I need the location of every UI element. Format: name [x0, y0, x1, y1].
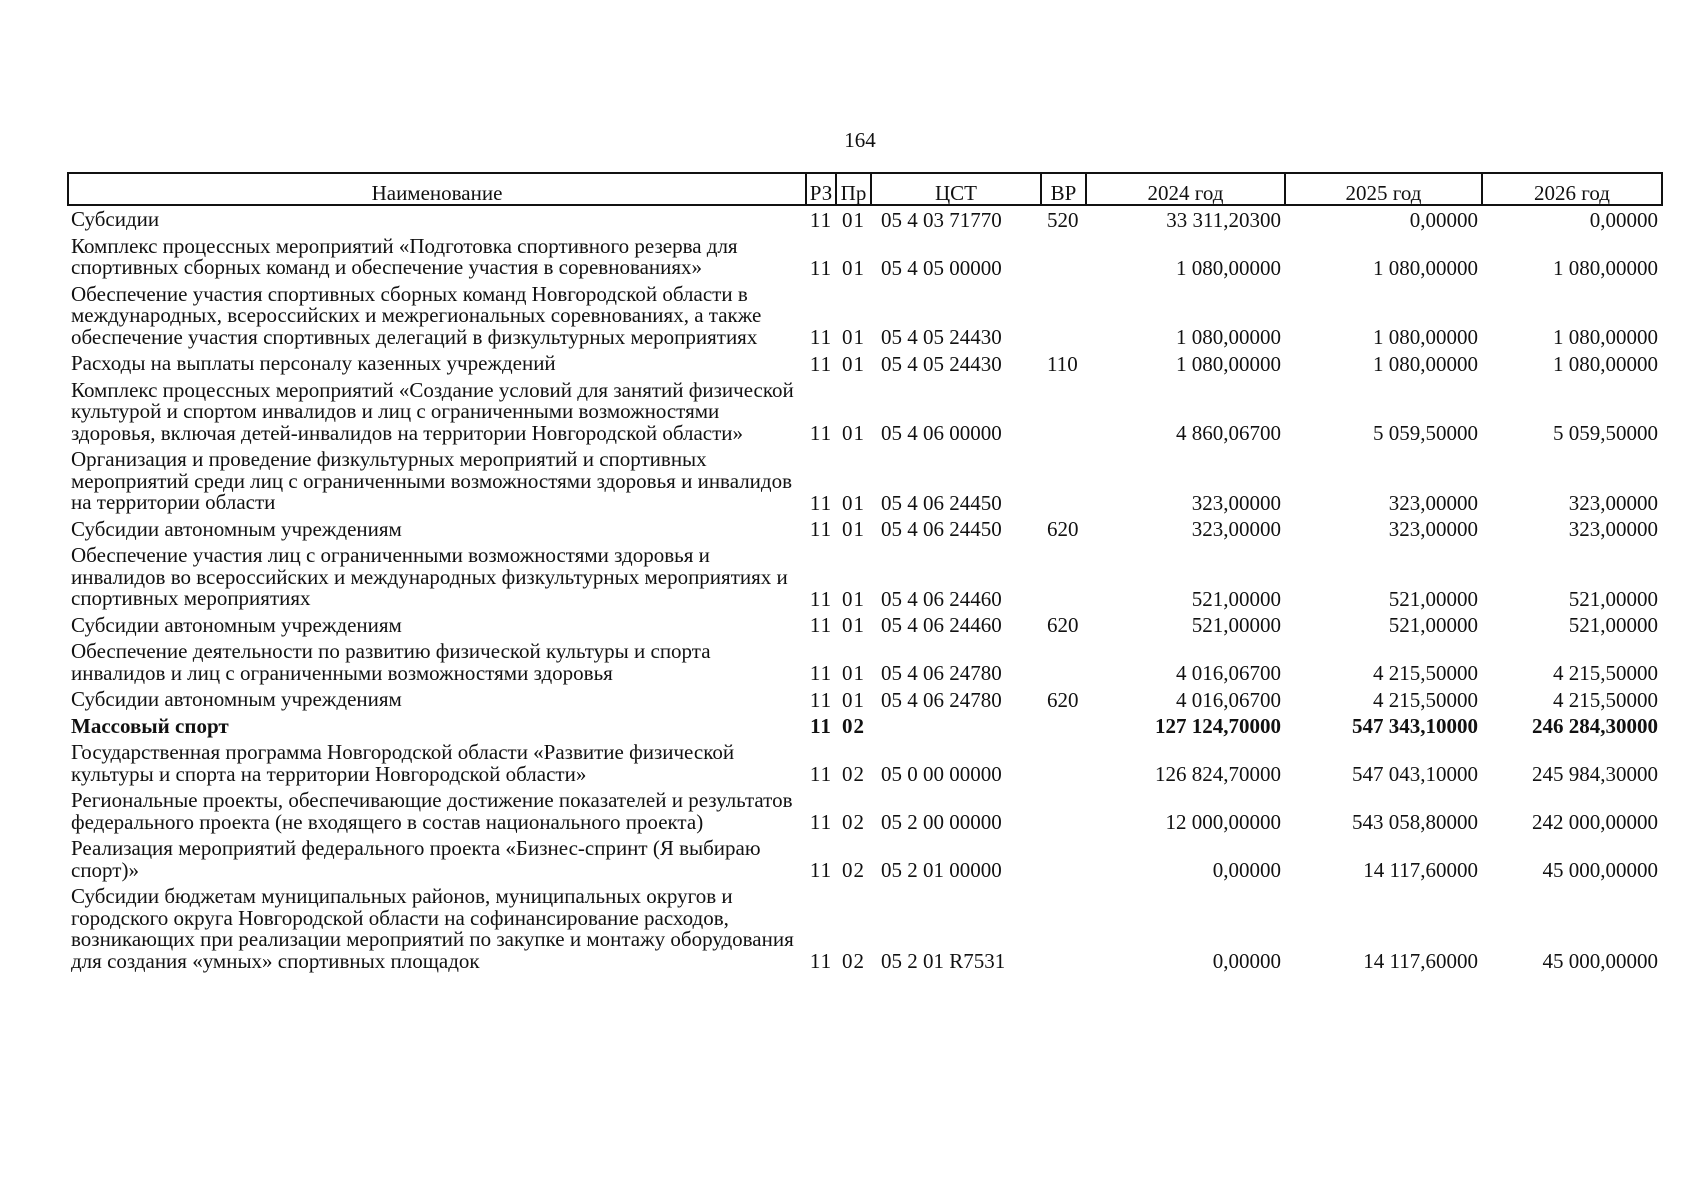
- row-rz: 11: [809, 490, 833, 515]
- row-rz: 11: [810, 714, 832, 738]
- row-vr: [1041, 233, 1086, 281]
- row-cst: 05 2 00 00000: [881, 810, 1002, 834]
- table-row: [68, 835, 1662, 883]
- table-row: [68, 787, 1662, 835]
- row-2024: 1 080,00000: [1176, 325, 1281, 349]
- row-name: Субсидии бюджетам муниципальных районов, муниципальных округов и городского округа Новгородской области на софинансирование расходов, возникающих при реализации мероприятий по закупке и монтажу оборудования для создания «умных» спортивных площадок: [71, 884, 794, 973]
- row-2024: 4 016,06700: [1176, 661, 1281, 685]
- header-2025: 2025 год: [1285, 173, 1482, 205]
- row-cst: 05 4 03 71770: [881, 207, 1002, 232]
- row-rz: 11: [809, 325, 833, 349]
- row-rz: 11: [809, 255, 833, 280]
- row-pr: 01: [842, 687, 865, 712]
- row-cst: 05 4 06 00000: [881, 421, 1002, 445]
- row-2026: 521,00000: [1568, 613, 1658, 637]
- table-row: [68, 542, 1662, 612]
- row-2026: 45 000,00000: [1542, 949, 1658, 973]
- row-cst: 05 4 06 24460: [881, 613, 1002, 637]
- page-number: 164: [844, 128, 876, 152]
- row-rz: 11: [809, 351, 833, 376]
- row-2025: 1 080,00000: [1373, 255, 1478, 280]
- table-row: [68, 377, 1662, 447]
- row-rz: 11: [809, 687, 833, 712]
- row-2024: 0,00000: [1212, 858, 1281, 882]
- row-2025: 14 117,60000: [1363, 949, 1478, 973]
- row-2026: 45 000,00000: [1542, 858, 1658, 882]
- row-2024: 4 016,06700: [1176, 687, 1281, 712]
- row-name: Массовый спорт: [71, 713, 229, 738]
- header-vr: ВР: [1041, 173, 1086, 205]
- row-2025: 1 080,00000: [1373, 325, 1478, 349]
- row-2026: 1 080,00000: [1553, 255, 1658, 280]
- row-pr: 01: [842, 325, 865, 349]
- row-rz: 11: [809, 949, 833, 973]
- row-rz: 11: [809, 207, 833, 232]
- row-2026: 245 984,30000: [1532, 762, 1658, 786]
- row-rz: 11: [809, 586, 833, 611]
- row-cst: 05 4 05 24430: [881, 325, 1002, 349]
- row-2024: 33 311,20300: [1166, 207, 1281, 232]
- row-vr: 620: [1047, 517, 1079, 541]
- row-vr: [1041, 835, 1086, 883]
- row-2026: 323,00000: [1568, 517, 1658, 541]
- row-vr: 520: [1047, 207, 1079, 232]
- row-cst: [871, 713, 1041, 740]
- row-2025: 5 059,50000: [1373, 421, 1478, 445]
- row-pr: 01: [842, 661, 865, 685]
- row-2026: 323,00000: [1568, 490, 1658, 515]
- row-2025: 543 058,80000: [1352, 810, 1478, 834]
- header-cst: ЦСТ: [871, 173, 1041, 205]
- row-vr: [1041, 281, 1086, 351]
- row-pr: 01: [842, 517, 865, 541]
- row-rz: 11: [809, 661, 833, 685]
- table-row: [68, 205, 1662, 233]
- row-2025: 547 043,10000: [1352, 762, 1478, 786]
- header-name: Наименование: [68, 173, 806, 205]
- table-row: [68, 638, 1662, 686]
- table-row: [68, 350, 1662, 377]
- row-2024: 521,00000: [1191, 586, 1281, 611]
- row-2024: 323,00000: [1191, 517, 1281, 541]
- row-2026: 246 284,30000: [1532, 714, 1658, 738]
- row-name: Обеспечение участия лиц с ограниченными возможностями здоровья и инвалидов во всероссийских и международных физкультурных мероприятиях и спортивных мероприятиях: [71, 543, 788, 610]
- row-rz: 11: [809, 613, 833, 637]
- row-name: Субсидии автономным учреждениям: [71, 612, 402, 637]
- row-vr: 110: [1047, 351, 1078, 376]
- row-2025: 14 117,60000: [1363, 858, 1478, 882]
- row-pr: 02: [842, 858, 865, 882]
- table-row: [68, 739, 1662, 787]
- row-rz: 11: [809, 810, 833, 834]
- row-2025: 547 343,10000: [1352, 714, 1478, 738]
- row-name: Субсидии автономным учреждениям: [71, 516, 402, 541]
- row-2024: 1 080,00000: [1176, 351, 1281, 376]
- row-vr: [1041, 377, 1086, 447]
- row-cst: 05 4 06 24460: [881, 586, 1002, 611]
- row-cst: 05 4 06 24780: [881, 687, 1002, 712]
- row-name: Расходы на выплаты персоналу казенных учреждений: [71, 351, 556, 375]
- row-2024: 1 080,00000: [1176, 255, 1281, 280]
- table-row: [68, 446, 1662, 516]
- row-2026: 4 215,50000: [1553, 687, 1658, 712]
- row-pr: 01: [842, 351, 865, 376]
- row-2025: 4 215,50000: [1373, 687, 1478, 712]
- row-pr: 02: [842, 949, 865, 973]
- row-rz: 11: [809, 762, 833, 786]
- row-name: Субсидии автономным учреждениям: [71, 687, 402, 711]
- row-name: Реализация мероприятий федерального проекта «Бизнес-спринт (Я выбираю спорт)»: [71, 836, 761, 882]
- row-2024: 126 824,70000: [1155, 762, 1281, 786]
- row-name: Региональные проекты, обеспечивающие достижение показателей и результатов федерального проекта (не входящего в состав национального проекта): [71, 788, 793, 834]
- row-name: Комплекс процессных мероприятий «Подготовка спортивного резерва для спортивных сборных команд и обеспечение участия в соревнованиях»: [71, 233, 738, 279]
- table-row: [68, 612, 1662, 639]
- row-2024: 127 124,70000: [1155, 714, 1281, 738]
- row-pr: 02: [842, 762, 865, 786]
- row-cst: 05 0 00 00000: [881, 762, 1002, 786]
- row-2025: 521,00000: [1388, 586, 1478, 611]
- row-2025: 1 080,00000: [1373, 351, 1478, 376]
- row-2025: 521,00000: [1388, 613, 1478, 637]
- row-pr: 01: [842, 255, 865, 280]
- header-2024: 2024 год: [1086, 173, 1285, 205]
- row-2026: 5 059,50000: [1553, 421, 1658, 445]
- row-pr: 01: [842, 421, 865, 445]
- row-2024: 4 860,06700: [1176, 421, 1281, 445]
- row-cst: 05 4 05 24430: [881, 351, 1002, 376]
- row-pr: 01: [842, 490, 865, 515]
- row-vr: [1041, 638, 1086, 686]
- row-pr: 02: [842, 810, 865, 834]
- row-2024: 323,00000: [1191, 490, 1281, 515]
- row-2026: 242 000,00000: [1532, 810, 1658, 834]
- row-vr: [1041, 739, 1086, 787]
- row-name: Комплекс процессных мероприятий «Создание условий для занятий физической культурой и спортом инвалидов и лиц с ограниченными возможностями здоровья, включая детей-инвалидов на территории Новгородской области»: [71, 377, 794, 445]
- row-2026: 521,00000: [1568, 586, 1658, 611]
- row-vr: [1041, 713, 1086, 740]
- row-pr: 01: [842, 586, 865, 611]
- row-vr: 620: [1047, 687, 1079, 712]
- row-name: Обеспечение участия спортивных сборных команд Новгородской области в международных, всероссийских и межрегиональных соревнованиях, а также обеспечение участия спортивных делегаций в физкультурных мероприятиях: [71, 281, 762, 349]
- header-2026: 2026 год: [1482, 173, 1662, 205]
- row-vr: [1041, 446, 1086, 516]
- row-pr: 01: [842, 207, 865, 232]
- row-2026: 0,00000: [1589, 207, 1658, 232]
- table-row: [68, 516, 1662, 543]
- row-rz: 11: [809, 421, 833, 445]
- row-pr: 02: [842, 714, 865, 738]
- row-name: Субсидии: [71, 207, 160, 231]
- row-2024: 521,00000: [1191, 613, 1281, 637]
- row-cst: 05 2 01 R7531: [881, 949, 1006, 973]
- row-name: Организация и проведение физкультурных мероприятий и спортивных мероприятий среди лиц с ограниченными возможностями здоровья и инвалидов на территории области: [71, 447, 793, 514]
- row-vr: [1041, 542, 1086, 612]
- row-cst: 05 2 01 00000: [881, 858, 1002, 882]
- row-name: Обеспечение деятельности по развитию физической культуры и спорта инвалидов и лиц с ограниченными возможностями здоровья: [71, 639, 711, 685]
- row-2025: 323,00000: [1388, 517, 1478, 541]
- row-cst: 05 4 06 24450: [881, 517, 1002, 541]
- row-rz: 11: [809, 517, 833, 541]
- row-2026: 1 080,00000: [1553, 325, 1658, 349]
- row-2025: 0,00000: [1409, 207, 1478, 232]
- row-name: Государственная программа Новгородской области «Развитие физической культуры и спорта на территории Новгородской области»: [71, 740, 735, 786]
- row-vr: 620: [1047, 613, 1079, 637]
- table-row: [68, 883, 1662, 974]
- row-cst: 05 4 06 24780: [881, 661, 1002, 685]
- row-cst: 05 4 05 00000: [881, 255, 1002, 280]
- row-2025: 4 215,50000: [1373, 661, 1478, 685]
- row-rz: 11: [809, 858, 833, 882]
- table-row: [68, 281, 1662, 351]
- budget-table: [67, 172, 1663, 974]
- row-2026: 1 080,00000: [1553, 351, 1658, 376]
- row-cst: 05 4 06 24450: [881, 490, 1002, 515]
- table-row: [68, 233, 1662, 281]
- row-pr: 01: [842, 613, 865, 637]
- header-rz: РЗ: [806, 173, 836, 205]
- row-2024: 0,00000: [1212, 949, 1281, 973]
- table-body: [68, 205, 1662, 974]
- row-vr: [1041, 883, 1086, 974]
- row-2025: 323,00000: [1388, 490, 1478, 515]
- header-pr: Пр: [836, 173, 871, 205]
- row-2024: 12 000,00000: [1165, 810, 1281, 834]
- header-row: [68, 173, 1662, 205]
- row-2026: 4 215,50000: [1553, 661, 1658, 685]
- table-row: [68, 713, 1662, 740]
- row-vr: [1041, 787, 1086, 835]
- table-row: [68, 686, 1662, 713]
